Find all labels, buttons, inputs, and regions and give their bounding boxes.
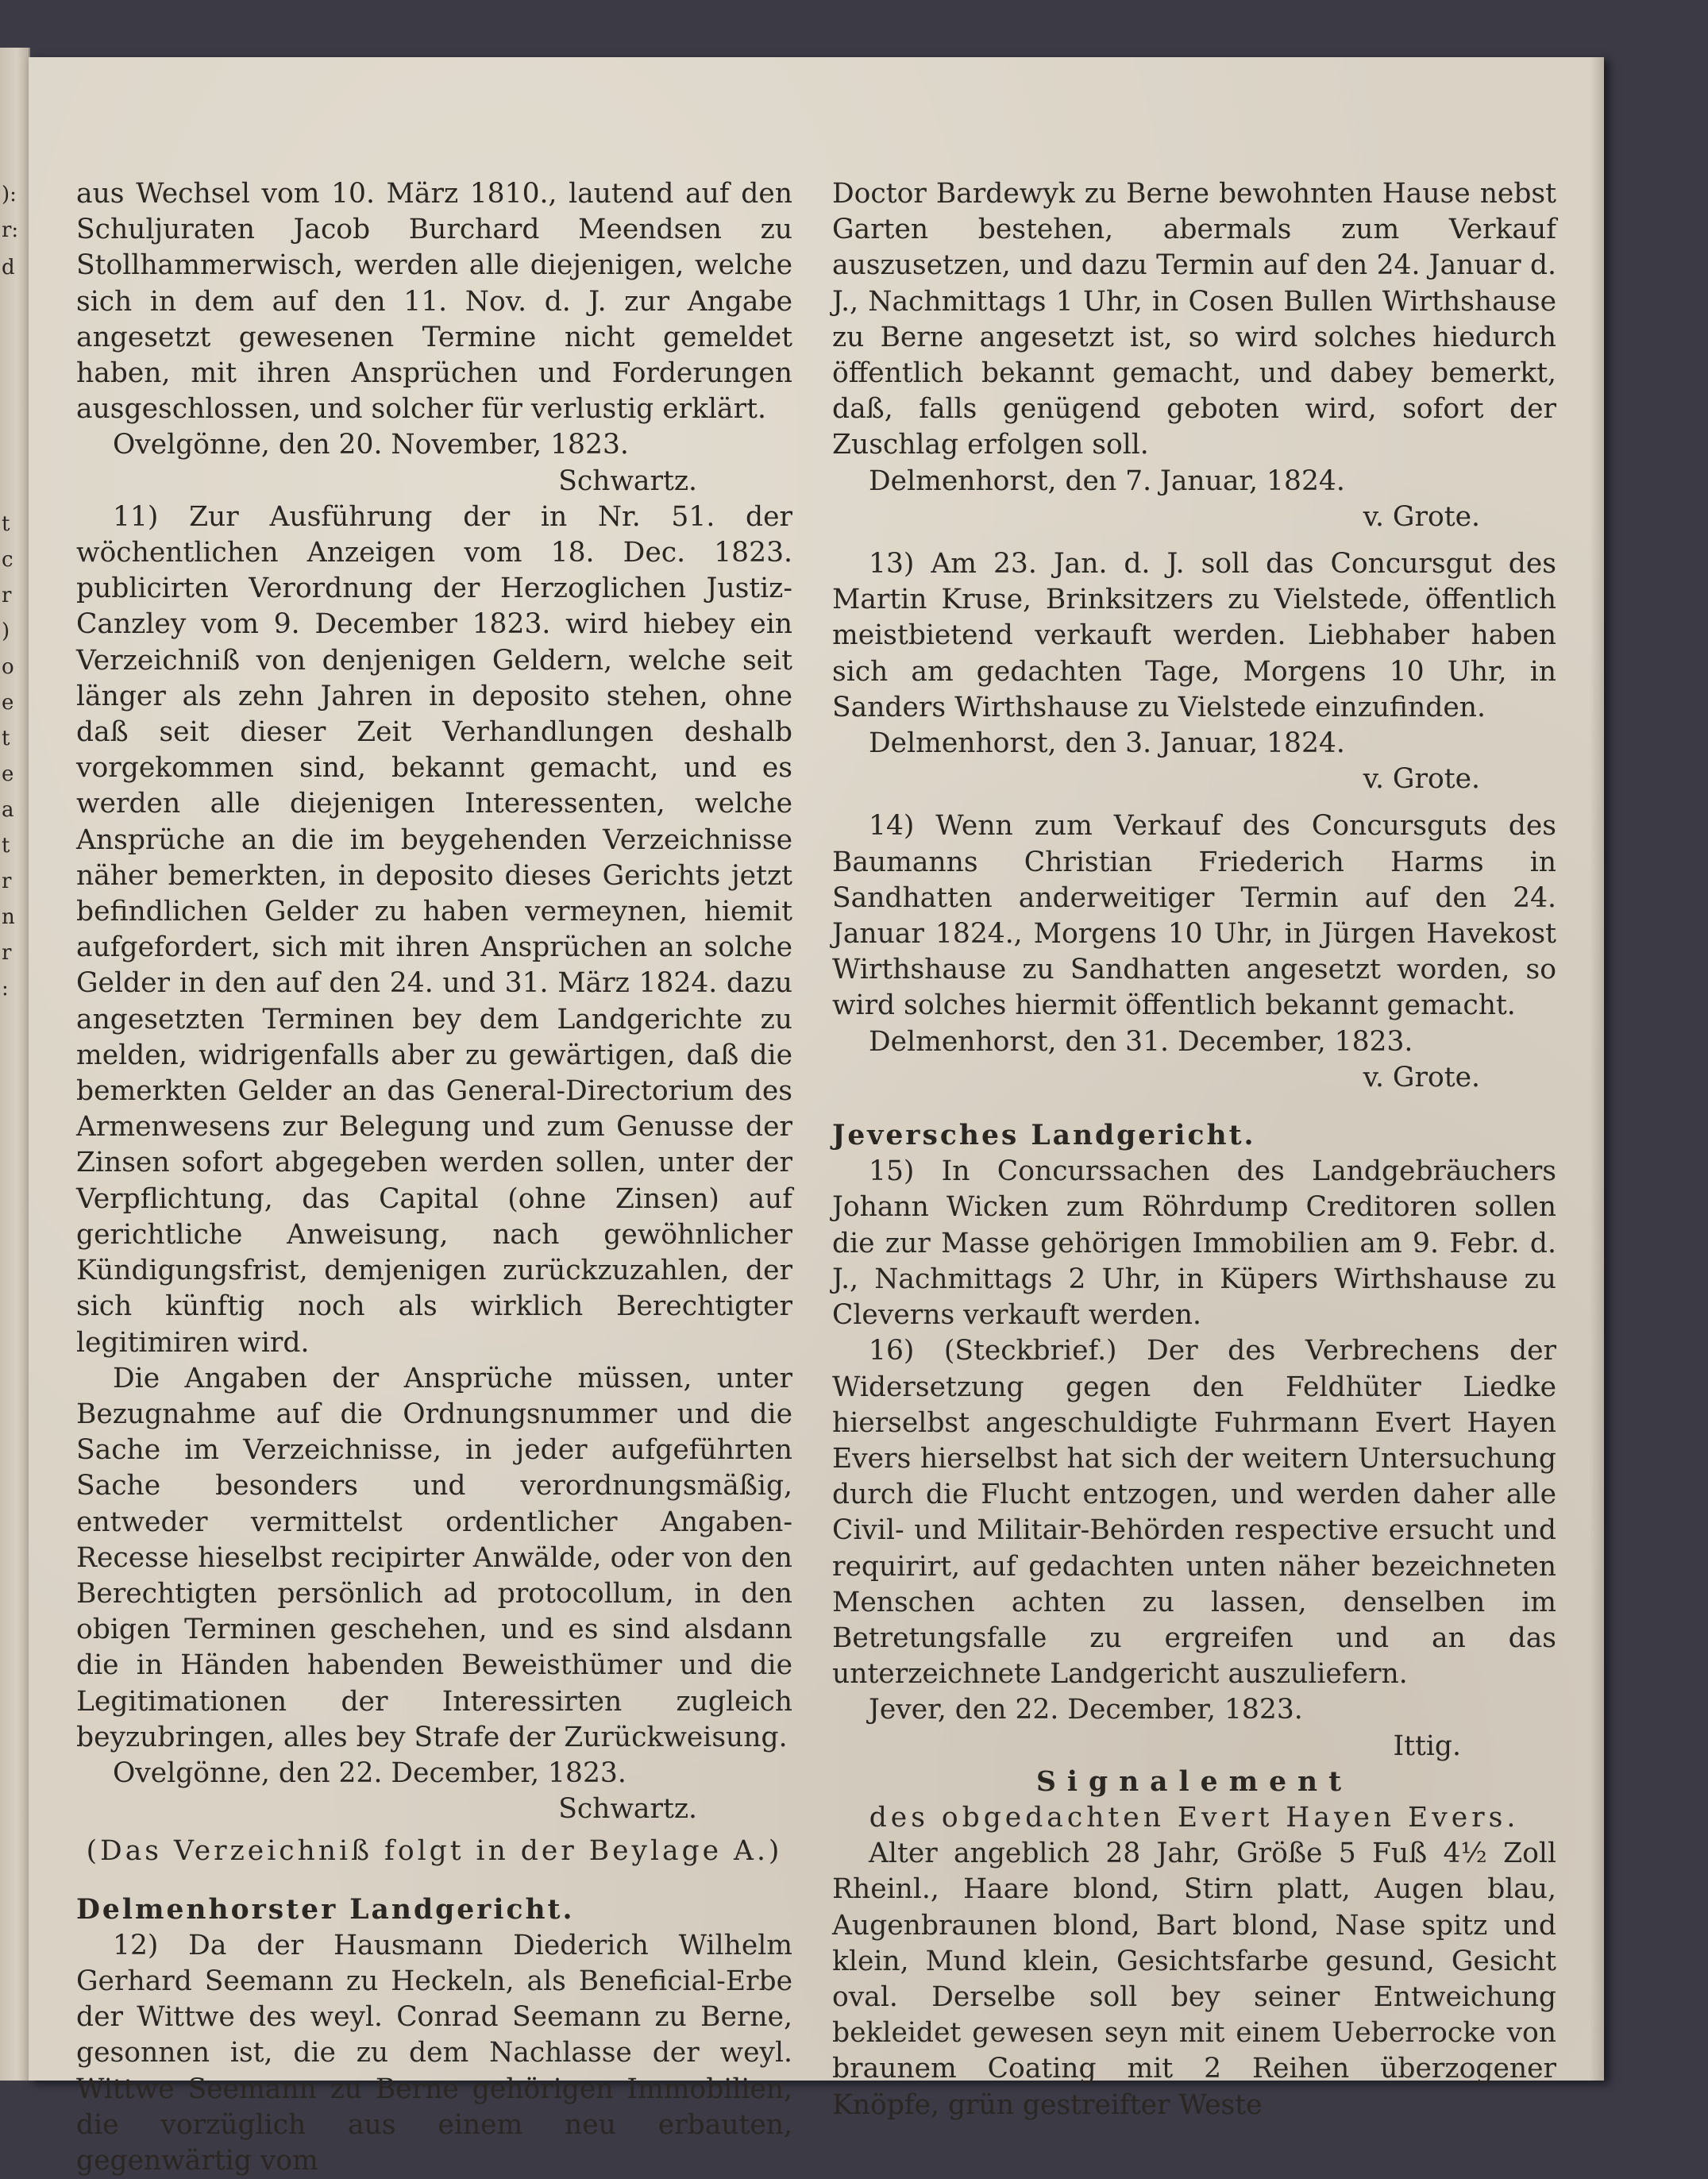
previous-page-edge (0, 48, 30, 2081)
signature: v. Grote. (1363, 1061, 1480, 1093)
edge-fragment: o (2, 655, 14, 679)
edge-fragment: r (2, 870, 12, 893)
supplement-note: (Das Verzeichniß folgt in der Beylage A.) (86, 1835, 783, 1868)
edge-fragment: d (2, 256, 15, 280)
edge-fragment: r (2, 941, 12, 965)
notice-12: 12) Da der Hausmann Diederich Wilhelm Gerhard Seemann zu Heckeln, als Beneficial-Erbe der Wittwe des weyl. Conrad Seemann zu Berne, gesonnen ist, die zu dem Nachlasse der weyl. Wittwe Seemann zu Berne gehörigen Immobilien, die vorzüglich aus einem neu erbauten, gegenwärtig vom (76, 1929, 792, 2177)
left-column (76, 176, 792, 2179)
notice-13: 13) Am 23. Jan. d. J. soll das Concursgut des Martin Kruse, Brinksitzers zu Vielstede, öffentlich meistbietend verkauft werden. Liebhaber haben sich am gedachten Tage, Morgens 10 Uhr, in Sanders Wirthshause zu Vielstede einzufinden. (832, 548, 1556, 723)
edge-fragment: ) (2, 619, 10, 643)
notice-continuation: aus Wechsel vom 10. März 1810., lautend auf den Schuljuraten Jacob Burchard Meendsen zu Stollhammerwisch, werden alle diejenigen, welche sich in dem auf den 11. Nov. d. J. zur Angabe angesetzt gewesenen Termine nicht gemeldet haben, mit ihren Ansprüchen und Forderungen ausgeschlossen, und solcher für verlustig erklärt. (76, 178, 792, 426)
signalement-title: Signalement (1035, 1765, 1353, 1798)
edge-fragment: c (2, 548, 13, 572)
place-date: Delmenhorst, den 3. Januar, 1824. (869, 727, 1345, 760)
edge-fragment: : (2, 977, 9, 1001)
section-heading-delmenhorst: Delmenhorster Landgericht. (76, 1893, 575, 1926)
edge-fragment: e (2, 691, 14, 715)
place-date: Ovelgönne, den 22. December, 1823. (113, 1757, 627, 1789)
edge-fragment: t (2, 727, 10, 750)
notice-15: 15) In Concurssachen des Landgebräuchers Johann Wicken zum Röhrdump Creditoren sollen die zur Masse gehörigen Immobilien am 9. Febr. d. J., Nachmittags 2 Uhr, in Küpers Wirthshause zu Cleverns verkauft werden. (832, 1155, 1556, 1332)
edge-fragment: n (2, 905, 15, 929)
edge-fragment: e (2, 762, 14, 786)
signalement-description: Alter angeblich 28 Jahr, Größe 5 Fuß 4½ Zoll Rheinl., Haare blond, Stirn platt, Augen blau, Augenbraunen blond, Bart blond, Nase spitz und klein, Mund klein, Gesichtsfarbe gesund, Gesicht oval. Derselbe soll bey seiner Entweichung bekleidet gewesen seyn mit einem Ueberrocke von braunem Coating mit 2 Reihen überzogener Knöpfe, grün gestreifter Weste (832, 1838, 1556, 2121)
place-date: Delmenhorst, den 31. December, 1823. (869, 1025, 1413, 1058)
notice-16: 16) (Steckbrief.) Der des Verbrechens der Widersetzung gegen den Feldhüter Liedke hierselbst angeschuldigte Fuhrmann Evert Hayen Evers hierselbst hat sich der weitern Untersuchung durch die Flucht entzogen, und werden daher alle Civil- und Militair-Behörden respective ersucht und requirirt, auf gedachten unten näher bezeichneten Menschen achten zu lassen, denselben im Betretungsfalle zu ergreifen und an das unterzeichnete Landgericht auszuliefern. (832, 1335, 1556, 1691)
place-date: Ovelgönne, den 20. November, 1823. (113, 429, 629, 461)
notice-14: 14) Wenn zum Verkauf des Concursguts des Baumanns Christian Friederich Harms in Sandhatten anderweitiger Termin auf den 24. Januar 1824., Morgens 10 Uhr, in Jürgen Havekost Wirthshause zu Sandhatten angesetzt worden, so wird solches hiermit öffentlich bekannt gemacht. (832, 810, 1556, 1022)
edge-fragment: a (2, 798, 14, 822)
right-column (832, 176, 1556, 2123)
signature: v. Grote. (1363, 500, 1480, 533)
edge-fragment: r (2, 584, 12, 607)
section-heading-jever: Jeversches Landgericht. (832, 1120, 1256, 1152)
edge-fragment: t (2, 512, 10, 536)
place-date: Jever, den 22. December, 1823. (869, 1694, 1303, 1726)
signature: v. Grote. (1363, 763, 1480, 796)
signature: Schwartz. (558, 465, 697, 497)
signature: Ittig. (1393, 1730, 1461, 1762)
edge-fragment: r: (2, 218, 19, 242)
edge-fragment: t (2, 834, 10, 858)
edge-fragment: ): (2, 183, 17, 206)
signature: Schwartz. (558, 1793, 697, 1826)
place-date: Delmenhorst, den 7. Januar, 1824. (869, 465, 1345, 497)
signalement-subtitle: des obgedachten Evert Hayen Evers. (869, 1801, 1520, 1834)
notice-11: 11) Zur Ausführung der in Nr. 51. der wöchentlichen Anzeigen vom 18. Dec. 1823. publicirten Verordnung der Herzoglichen Justiz-Canzley vom 9. December 1823. wird hiebey ein Verzeichniß von denjenigen Geldern, welche seit länger als zehn Jahren in deposito stehen, ohne daß seit dieser Zeit Verhandlungen deshalb vorgekommen sind, bekannt gemacht, und es werden alle diejenigen Interessenten, welche Ansprüche an die im beygehenden Verzeichnisse näher bemerkten, in deposito dieses Gerichts jetzt befindlichen Gelder zu haben vermeynen, hiemit aufgefordert, sich mit ihren Ansprüchen an solche Gelder in den auf den 24. und 31. März 1824. dazu angesetzten Terminen bey dem Landgerichte zu melden, widrigenfalls aber zu gewärtigen, daß die bemerkten Gelder an das General-Directorium des Armenwesens zur Belegung und zum Genusse der Zinsen sofort abgegeben werden sollen, unter der Verpflichtung, das Capital (ohne Zinsen) auf gerichtliche Anweisung, nach gewöhnlicher Kündigungsfrist, demjenigen zurückzuzahlen, der sich künftig noch als wirklich Berechtigter legitimiren wird. (76, 500, 792, 1359)
newspaper-page (29, 57, 1604, 2177)
notice-11-continued: Die Angaben der Ansprüche müssen, unter Bezugnahme auf die Ordnungsnummer und die Sache im Verzeichnisse, in jeder aufgeführten Sache besonders und verordnungsmäßig, entweder vermittelst ordentlicher Angaben-Recesse hieselbst recipirter Anwälde, oder von den Berechtigten persönlich ad protocollum, in den obigen Terminen geschehen, und es sind alsdann die in Händen habenden Beweisthümer und die Legitimationen der Interessirten zugleich beyzubringen, alles bey Strafe der Zurückweisung. (76, 1362, 792, 1753)
notice-12-continued: Doctor Bardewyk zu Berne bewohnten Hause nebst Garten bestehen, abermals zum Verkauf auszusetzen, und dazu Termin auf den 24. Januar d. J., Nachmittags 1 Uhr, in Cosen Bullen Wirthshause zu Berne angesetzt ist, so wird solches hiedurch öffentlich bekannt gemacht, und dabey bemerkt, daß, falls genügend geboten wird, sofort der Zuschlag erfolgen soll. (832, 178, 1556, 461)
